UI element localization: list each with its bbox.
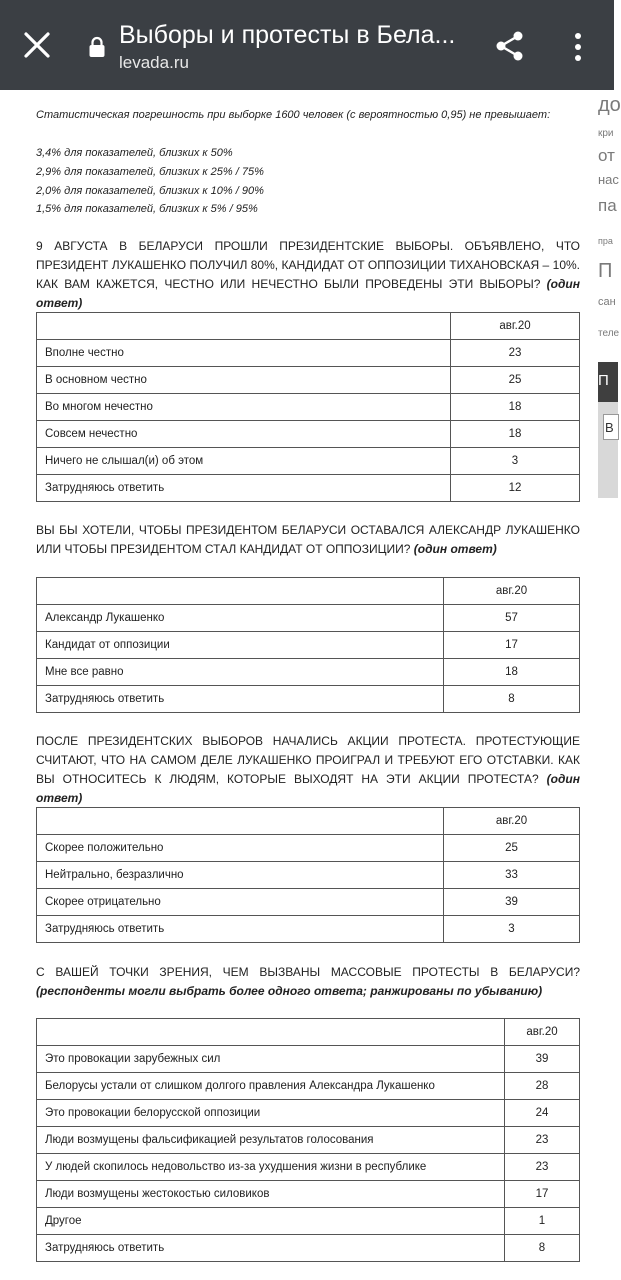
stat-line: 1,5% для показателей, близких к 5% / 95% [36, 203, 258, 215]
question-text: 9 АВГУСТА В БЕЛАРУСИ ПРОШЛИ ПРЕЗИДЕНТСКИЕ ВЫБОРЫ. ОБЪЯВЛЕНО, ЧТО ПРЕЗИДЕНТ ЛУКАШЕНКО ПОЛУЧИЛ 80%, КАНДИДАТ ОТ ОППОЗИЦИИ ТИХАНОВСКАЯ – 10%. КАК ВАМ КАЖЕТСЯ, ЧЕСТНО ИЛИ НЕЧЕСТНО БЫЛИ ПРОВЕДЕНЫ ЭТИ ВЫБОРЫ? [36, 239, 580, 291]
table-header-row [37, 313, 580, 340]
results-table [36, 312, 580, 502]
row-value: 18 [451, 421, 580, 448]
question-heading [36, 732, 580, 808]
row-value: 17 [444, 632, 580, 659]
question-heading [36, 963, 580, 1001]
more-vert-icon[interactable] [570, 32, 586, 62]
sidebar-fragment[interactable]: П [598, 260, 613, 282]
table-row [37, 632, 580, 659]
row-label: Совсем нечестно [37, 421, 451, 448]
row-label: Вполне честно [37, 340, 451, 367]
row-label: Это провокации белорусской оппозиции [37, 1100, 505, 1127]
row-label: Ничего не слышал(и) об этом [37, 448, 451, 475]
table-row [37, 1100, 580, 1127]
row-label: Во многом нечестно [37, 394, 451, 421]
table-row [37, 421, 580, 448]
sidebar-fragment[interactable]: нас [598, 172, 619, 187]
row-label: Скорее положительно [37, 835, 444, 862]
sidebar-fragment: П [598, 372, 609, 389]
sidebar-fragment[interactable]: от [598, 146, 615, 165]
sidebar-fragment: В [605, 420, 614, 435]
row-value: 17 [505, 1181, 580, 1208]
row-value: 12 [451, 475, 580, 502]
sidebar-fragment[interactable]: кри [598, 128, 614, 139]
table-row [37, 394, 580, 421]
lock-icon [88, 36, 106, 58]
row-label: Люди возмущены фальсификацией результатов голосования [37, 1127, 505, 1154]
table-row [37, 1046, 580, 1073]
table-row [37, 475, 580, 502]
row-value: 39 [505, 1046, 580, 1073]
row-label: Затрудняюсь ответить [37, 1235, 505, 1262]
table-row [37, 340, 580, 367]
row-value: 8 [444, 686, 580, 713]
browser-toolbar [0, 0, 614, 90]
row-value: 25 [444, 835, 580, 862]
results-table [36, 807, 580, 943]
row-value: 57 [444, 605, 580, 632]
table-row [37, 686, 580, 713]
table-row [37, 659, 580, 686]
question-note: (один ответ) [413, 542, 497, 556]
table-row [37, 605, 580, 632]
table-row [37, 1181, 580, 1208]
stat-line: 2,9% для показателей, близких к 25% / 75% [36, 166, 264, 178]
question-note: (один ответ) [36, 772, 580, 805]
row-value: 23 [505, 1154, 580, 1181]
table-row [37, 1127, 580, 1154]
row-label: Это провокации зарубежных сил [37, 1046, 505, 1073]
stat-intro: Статистическая погрешность при выборке 1600 человек (с вероятностью 0,95) не превышает: [36, 109, 551, 121]
column-header: авг.20 [451, 313, 580, 340]
table-row [37, 889, 580, 916]
table-row [37, 1208, 580, 1235]
article-content [0, 90, 614, 1280]
sidebar-fragment[interactable]: до [598, 94, 621, 116]
question-note: (один ответ) [36, 277, 580, 310]
row-value: 3 [444, 916, 580, 943]
sidebar-cutoff [596, 90, 621, 1280]
row-value: 18 [444, 659, 580, 686]
row-value: 39 [444, 889, 580, 916]
table-row [37, 448, 580, 475]
table-row [37, 862, 580, 889]
row-label: Нейтрально, безразлично [37, 862, 444, 889]
table-row [37, 1235, 580, 1262]
row-label: Скорее отрицательно [37, 889, 444, 916]
row-value: 28 [505, 1073, 580, 1100]
row-value: 24 [505, 1100, 580, 1127]
row-label: Белорусы устали от слишком долгого правления Александра Лукашенко [37, 1073, 505, 1100]
row-label: Мне все равно [37, 659, 444, 686]
sidebar-fragment[interactable]: сан [598, 296, 616, 308]
column-header: авг.20 [444, 808, 580, 835]
table-row [37, 916, 580, 943]
row-label: Другое [37, 1208, 505, 1235]
page-url: levada.ru [119, 53, 189, 72]
question-text: ПОСЛЕ ПРЕЗИДЕНТСКИХ ВЫБОРОВ НАЧАЛИСЬ АКЦИИ ПРОТЕСТА. ПРОТЕСТУЮЩИЕ СЧИТАЮТ, ЧТО НА САМОМ ДЕЛЕ ЛУКАШЕНКО ПРОИГРАЛ И ТРЕБУЮТ ЕГО ОТСТАВКИ. КАК ВЫ ОТНОСИТЕСЬ К ЛЮДЯМ, КОТОРЫЕ ВЫХОДЯТ НА ЭТИ АКЦИИ ПРОТЕСТА? [36, 734, 580, 786]
row-value: 23 [451, 340, 580, 367]
table-header-row [37, 578, 580, 605]
sidebar-fragment[interactable]: па [598, 196, 617, 215]
table-header-row [37, 1019, 580, 1046]
results-table [36, 1018, 580, 1262]
row-value: 25 [451, 367, 580, 394]
row-label: В основном честно [37, 367, 451, 394]
table-header-row [37, 808, 580, 835]
row-value: 33 [444, 862, 580, 889]
row-label: У людей скопилось недовольство из-за ухудшения жизни в республике [37, 1154, 505, 1181]
row-value: 1 [505, 1208, 580, 1235]
sidebar-fragment[interactable]: пра [598, 236, 613, 246]
question-heading [36, 237, 580, 313]
stat-line: 3,4% для показателей, близких к 50% [36, 147, 233, 159]
row-value: 3 [451, 448, 580, 475]
sidebar-fragment[interactable]: теле [598, 328, 620, 339]
results-table [36, 577, 580, 713]
table-row [37, 1073, 580, 1100]
row-label: Люди возмущены жестокостью силовиков [37, 1181, 505, 1208]
row-label: Затрудняюсь ответить [37, 916, 444, 943]
row-value: 23 [505, 1127, 580, 1154]
table-row [37, 835, 580, 862]
question-text: ВЫ БЫ ХОТЕЛИ, ЧТОБЫ ПРЕЗИДЕНТОМ БЕЛАРУСИ ОСТАВАЛСЯ АЛЕКСАНДР ЛУКАШЕНКО ИЛИ ЧТОБЫ ПРЕЗИДЕНТОМ СТАЛ КАНДИДАТ ОТ ОППОЗИЦИИ? [36, 523, 580, 556]
row-value: 18 [451, 394, 580, 421]
row-label: Затрудняюсь ответить [37, 475, 451, 502]
table-row [37, 367, 580, 394]
question-heading [36, 521, 580, 559]
stat-line: 2,0% для показателей, близких к 10% / 90% [36, 185, 264, 197]
close-icon[interactable] [22, 30, 52, 60]
row-label: Затрудняюсь ответить [37, 686, 444, 713]
question-note: (респонденты могли выбрать более одного ответа; ранжированы по убыванию) [36, 984, 543, 998]
page-title: Выборы и протесты в Бела... [119, 21, 456, 49]
column-header: авг.20 [505, 1019, 580, 1046]
column-header: авг.20 [444, 578, 580, 605]
share-icon[interactable] [494, 30, 526, 62]
row-value: 8 [505, 1235, 580, 1262]
row-label: Александр Лукашенко [37, 605, 444, 632]
row-label: Кандидат от оппозиции [37, 632, 444, 659]
table-row [37, 1154, 580, 1181]
question-text: С ВАШЕЙ ТОЧКИ ЗРЕНИЯ, ЧЕМ ВЫЗВАНЫ МАССОВЫЕ ПРОТЕСТЫ В БЕЛАРУСИ? [36, 965, 580, 979]
